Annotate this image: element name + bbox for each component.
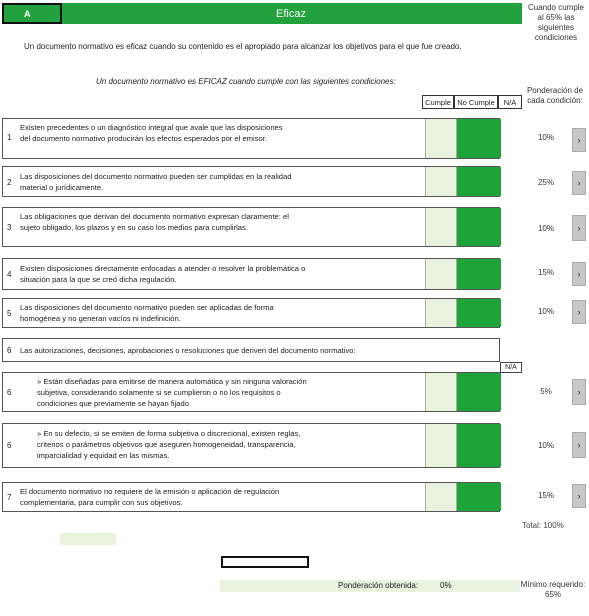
cumple-cell[interactable] xyxy=(425,373,457,411)
row-text: » En su defecto, si se emiten de forma subjetiva o discrecional, existen reglas, criterios o parámetros objetivos que aseguren homogeneidad, transparencia, imparcialidad y equidad en las mismas. xyxy=(37,429,301,460)
row-number: 7 xyxy=(7,493,12,502)
conditions-title: Un documento normativo es EFICAZ cuando cumple con las siguientes condiciones: xyxy=(96,77,396,86)
row-number: 1 xyxy=(7,133,12,142)
section-title-bar xyxy=(62,3,522,24)
cumple-cell[interactable] xyxy=(425,208,457,246)
row-number: 3 xyxy=(7,223,12,232)
column-header-ponderacion: Ponderación de cada condición: xyxy=(526,86,584,105)
row-6a-weight: 5% xyxy=(540,387,552,396)
condition-row-5 xyxy=(2,298,500,328)
cumple-cell[interactable] xyxy=(425,424,457,467)
row-text: Las disposiciones del documento normativo pueden ser cumplidas en la realidad material o jurídicamente. xyxy=(20,172,292,192)
condition-row-6-header xyxy=(2,338,500,362)
status-indicator xyxy=(60,533,116,545)
no-cumple-cell[interactable] xyxy=(457,208,501,246)
condition-row-3 xyxy=(2,207,500,247)
row-3-arrow-button[interactable]: › xyxy=(572,215,586,241)
row-1-weight: 10% xyxy=(537,133,554,142)
row-3-weight: 10% xyxy=(537,224,554,233)
cumple-cell[interactable] xyxy=(425,167,457,196)
row-6-na-header: N/A xyxy=(500,362,522,373)
condition-row-7 xyxy=(2,482,500,512)
row-number: 4 xyxy=(7,270,12,279)
condition-row-6a xyxy=(2,372,500,412)
condition-row-2 xyxy=(2,166,500,197)
row-text: Las disposiciones del documento normativo pueden ser aplicadas de forma homogénea y no generan vacíos ni indefinición. xyxy=(20,303,274,323)
no-cumple-cell[interactable] xyxy=(457,259,501,289)
row-2-weight: 25% xyxy=(537,178,554,187)
row-number: 2 xyxy=(7,178,12,187)
cumple-cell[interactable] xyxy=(425,119,457,158)
row-number: 6 xyxy=(7,388,12,397)
no-cumple-cell[interactable] xyxy=(457,483,501,511)
total-weight: Total: 100% xyxy=(522,521,564,530)
minimum-required: Mínimo requerido: 65% xyxy=(520,580,586,599)
row-text: Existen disposiciones directamente enfocadas a atender o resolver la problemática o situación para la que se creó dicha regulación. xyxy=(20,264,306,284)
row-text: Las autorizaciones, decisiones, aprobaciones o resoluciones que deriven del documento normativo: xyxy=(20,346,356,355)
row-5-weight: 10% xyxy=(537,307,554,316)
row-text: Existen precedentes o un diagnóstico integral que avale que las disposiciones del documento normativo producirán los efectos esperados por el emisor. xyxy=(20,123,283,143)
selected-cell-outline[interactable] xyxy=(221,556,309,568)
row-6b-arrow-button[interactable]: › xyxy=(572,432,586,458)
row-5-arrow-button[interactable]: › xyxy=(572,300,586,324)
no-cumple-cell[interactable] xyxy=(457,167,501,196)
row-1-arrow-button[interactable]: › xyxy=(572,128,586,152)
row-text: » Están diseñadas para emitirse de manera automática y sin ninguna valoración subjetiva, considerando solamente si se cumplieron o no los requisitos o condiciones que previamente se hayan fijado. xyxy=(37,377,307,408)
cumple-cell[interactable] xyxy=(425,299,457,327)
section-title: Eficaz xyxy=(276,7,306,20)
threshold-note: Cuando cumple al 65% las siguientes condiciones xyxy=(527,3,585,42)
intro-text: Un documento normativo es eficaz cuando su contenido es el apropiado para alcanzar los objetivos para el que fue creado. xyxy=(24,42,462,51)
row-2-arrow-button[interactable]: › xyxy=(572,171,586,195)
cumple-cell[interactable] xyxy=(425,259,457,289)
cumple-cell[interactable] xyxy=(425,483,457,511)
row-6a-arrow-button[interactable]: › xyxy=(572,379,586,405)
result-label: Ponderación obtenida: xyxy=(338,581,419,590)
section-letter-cell xyxy=(2,3,62,24)
row-number: 6 xyxy=(7,441,12,450)
result-value: 0% xyxy=(440,581,452,590)
column-header-cumple: Cumple xyxy=(422,95,454,109)
no-cumple-cell[interactable] xyxy=(457,424,501,467)
row-4-arrow-button[interactable]: › xyxy=(572,262,586,286)
row-number: 5 xyxy=(7,309,12,318)
no-cumple-cell[interactable] xyxy=(457,373,501,411)
row-7-arrow-button[interactable]: › xyxy=(572,484,586,508)
row-text: El documento normativo no requiere de la emisión o aplicación de regulación complementaria, para cumplir con sus objetivos. xyxy=(20,487,280,507)
no-cumple-cell[interactable] xyxy=(457,299,501,327)
row-7-weight: 15% xyxy=(537,491,554,500)
condition-row-1 xyxy=(2,118,500,159)
result-bar xyxy=(220,580,520,592)
condition-row-6b xyxy=(2,423,500,468)
condition-row-4 xyxy=(2,258,500,290)
row-text: Las obligaciones que derivan del documento normativo expresan claramente: el sujeto obligado, los plazos y en su caso los medios para cumplirlas. xyxy=(20,212,289,232)
no-cumple-cell[interactable] xyxy=(457,119,501,158)
column-header-na: N/A xyxy=(498,95,522,109)
section-letter: A xyxy=(24,8,31,19)
column-header-no-cumple: No Cumple xyxy=(454,95,498,109)
row-number: 6 xyxy=(7,346,12,355)
row-4-weight: 15% xyxy=(537,268,554,277)
row-6b-weight: 10% xyxy=(537,441,554,450)
